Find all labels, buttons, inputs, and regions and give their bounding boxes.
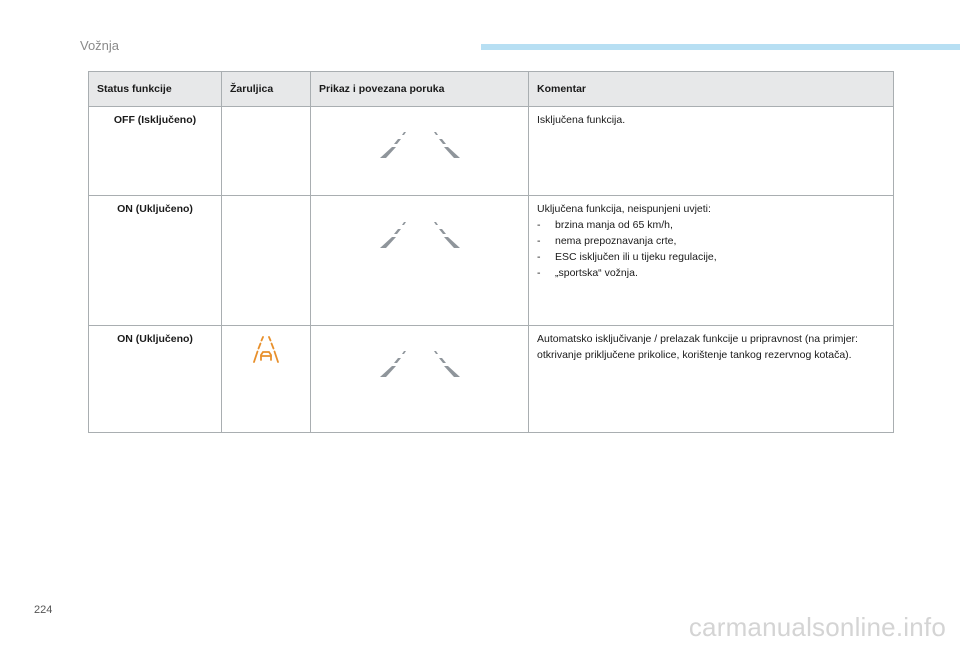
status-cell: OFF (Isključeno) (89, 107, 222, 196)
condition-list (537, 217, 885, 281)
comment-intro: Uključena funkcija, neispunjeni uvjeti: (537, 203, 711, 215)
header-accent-bar (481, 44, 960, 50)
lamp-cell (222, 326, 311, 433)
comment-cell: Isključena funkcija. (529, 107, 894, 196)
list-item: - ESC isključen ili u tijeku regulacije, (537, 251, 717, 263)
lane-departure-warning-icon (252, 336, 280, 364)
lane-lines-icon (370, 215, 470, 249)
display-cell (311, 326, 529, 433)
status-cell: ON (Uključeno) (89, 326, 222, 433)
comment-cell: Automatsko isključivanje / prelazak funkcije u pripravnost (na primjer: otkrivanje priključene prikolice, korištenje tankog rezervnog kotača). (529, 326, 894, 433)
lamp-cell (222, 107, 311, 196)
column-header-comment: Komentar (529, 72, 894, 107)
status-cell: ON (Uključeno) (89, 196, 222, 326)
column-header-display: Prikaz i povezana poruka (311, 72, 529, 107)
table-header-row (89, 72, 894, 107)
list-item: - nema prepoznavanja crte, (537, 235, 677, 247)
table-row (89, 107, 894, 196)
column-header-status: Status funkcije (89, 72, 222, 107)
page-number: 224 (34, 604, 53, 616)
display-cell (311, 107, 529, 196)
watermark: carmanualsonline.info (688, 612, 946, 642)
lane-lines-icon (370, 344, 470, 378)
lane-lines-icon (370, 125, 470, 159)
table-row (89, 196, 894, 326)
comment-cell (529, 196, 894, 326)
function-status-table (88, 71, 894, 433)
lamp-cell (222, 196, 311, 326)
table-row (89, 326, 894, 433)
list-item: - brzina manja od 65 km/h, (537, 219, 673, 231)
list-item: - „sportska“ vožnja. (537, 267, 638, 279)
column-header-lamp: Žaruljica (222, 72, 311, 107)
display-cell (311, 196, 529, 326)
section-title: Vožnja (80, 38, 120, 53)
